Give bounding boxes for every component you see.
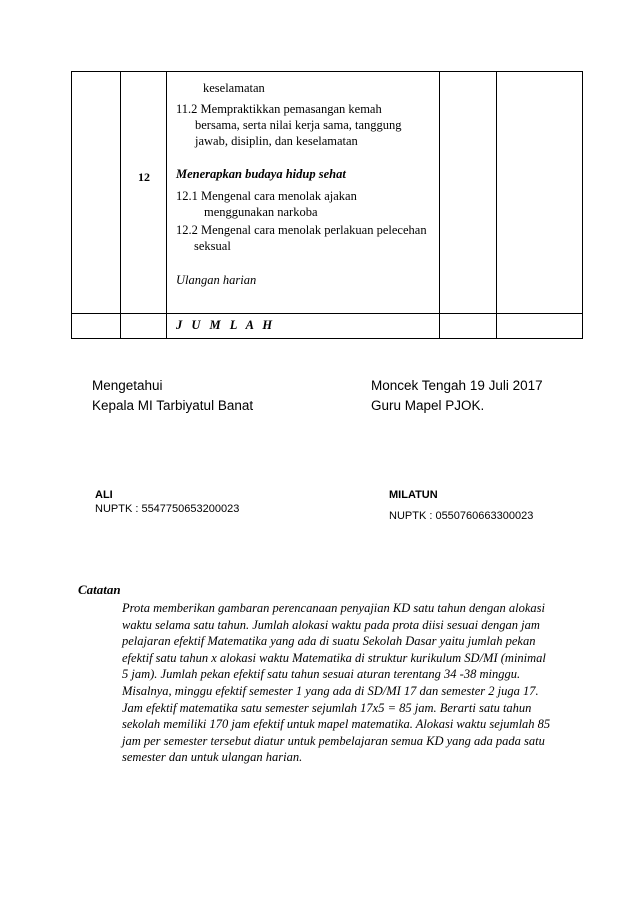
notes-body	[122, 600, 577, 766]
notes-title: Catatan	[78, 582, 121, 597]
notes-line: efektif satu tahun x alokasi waktu Matematika di struktur kurikulum SD/MI (minimal	[122, 650, 546, 665]
table-col-border	[439, 71, 440, 339]
total-label: J U M L A H	[176, 318, 276, 332]
left-signature-line1: Mengetahui	[92, 378, 163, 393]
table-row-divider	[71, 313, 583, 314]
left-signature-line2: Kepala MI Tarbiyatul Banat	[92, 398, 254, 413]
notes-line: Prota memberikan gambaran perencanaan penyajian KD satu tahun dengan alokasi	[122, 601, 545, 615]
table-col-border	[71, 71, 72, 339]
competency-line: keselamatan	[203, 81, 265, 95]
notes-line: semester dan untuk ulangan harian.	[122, 750, 303, 765]
notes-line: pelajaran efektif Matematika yang ada di suatu Sekolah Dasar yaitu jumlah pekan	[122, 634, 536, 649]
notes-line: 5 jam). Jumlah pekan efektif satu tahun sesuai aturan terentang 34 -38 minggu.	[122, 667, 521, 682]
table-col-border	[582, 71, 583, 339]
notes-line: Jam efektif matematika satu semester sejumlah 17x5 = 85 jam. Berarti satu tahun	[122, 700, 532, 715]
competency-line: seksual	[194, 239, 231, 253]
table-col-border	[496, 71, 497, 339]
competency-line: 12.1 Mengenal cara menolak ajakan	[176, 189, 357, 203]
competency-heading: Menerapkan budaya hidup sehat	[176, 167, 346, 181]
left-signer-name: ALI	[95, 489, 113, 501]
notes-line: jam per semester tersebut diatur untuk pembelajaran semua KD yang ada pada satu	[122, 733, 545, 748]
right-signer-name: MILATUN	[389, 489, 438, 501]
competency-line: Ulangan harian	[176, 273, 257, 287]
competency-line: bersama, serta nilai kerja sama, tanggung	[195, 118, 402, 132]
notes-line: waktu selama satu tahun. Jumlah alokasi waktu pada prota diisi sesuai dengan jam	[122, 617, 540, 632]
competency-line: jawab, disiplin, dan keselamatan	[195, 134, 358, 148]
right-signer-nuptk: NUPTK : 0550760663300023	[389, 510, 534, 522]
table-bottom-border	[71, 338, 583, 339]
notes-line: Misalnya, minggu efektif semester 1 yang ada di SD/MI 17 dan semester 2 juga 17.	[122, 683, 539, 698]
table-col-border	[120, 71, 121, 339]
table-col-border	[166, 71, 167, 339]
competency-line: 12.2 Mengenal cara menolak perlakuan pelecehan	[176, 223, 427, 237]
left-signer-nuptk: NUPTK : 5547750653200023	[95, 503, 240, 515]
right-signature-line2: Guru Mapel PJOK.	[371, 398, 485, 413]
row-number: 12	[138, 170, 150, 184]
table-top-border	[71, 71, 583, 72]
notes-line: sekolah memiliki 170 jam efektif untuk mapel matematika. Alokasi waktu sejumlah 85	[122, 717, 551, 732]
competency-line: menggunakan narkoba	[204, 205, 318, 219]
competency-line: 11.2 Mempraktikkan pemasangan kemah	[176, 102, 382, 116]
right-signature-line1: Moncek Tengah 19 Juli 2017	[371, 378, 543, 393]
